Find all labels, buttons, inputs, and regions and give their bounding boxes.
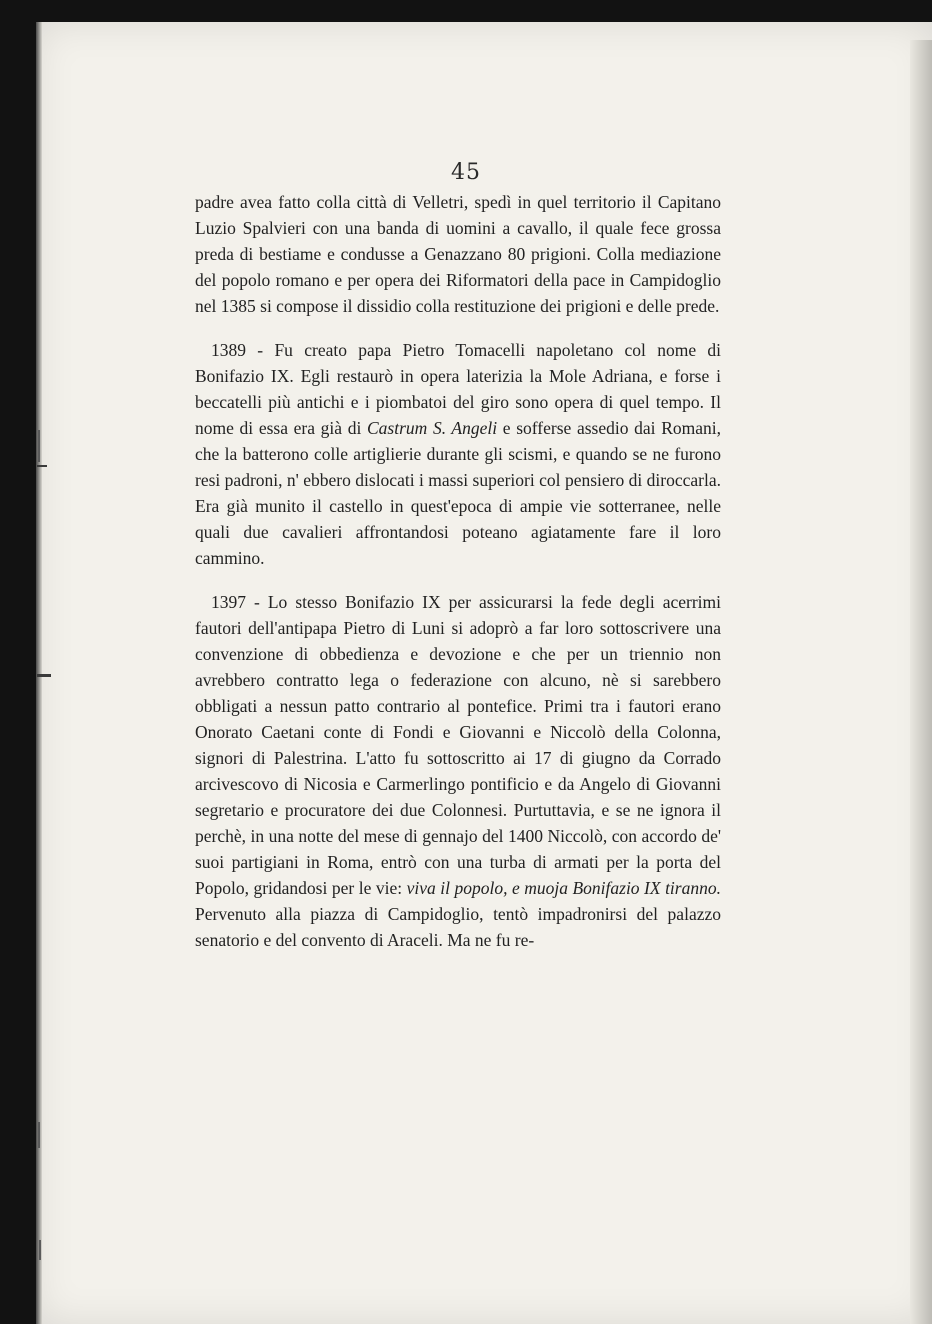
page-right-edge: [910, 40, 932, 1324]
margin-mark-5: [39, 1240, 41, 1260]
paragraph-2-segment-2: Castrum S. Angeli: [367, 418, 498, 438]
paragraph-3-segment-1: 1397 - Lo stesso Bonifazio IX per assicurarsi la fede degli acerrimi fautori dell'antipapa Pietro di Luni si adoprò a far loro sottoscrivere una convenzione di obbedienza e devozione e che per un triennio non avrebbero contratto lega o federazione con alcuno, nè si sarebbero obbligati a nessun patto contrario al pontefice. Primi tra i fautori erano Onorato Caetani conte di Fondi e Giovanni e Niccolò della Colonna, signori di Palestrina. L'atto fu sottoscritto ai 17 di giugno da Corrado arcivescovo di Nicosia e Carmerlingo pontificio e da Angelo di Giovanni segretario e procuratore dei due Colonnesi. Purtuttavia, e se ne ignora il perchè, in una notte del mese di gennajo del 1400 Niccolò, con accordo de' suoi partigiani in Roma, entrò con una turba di armati per la porta del Popolo, gridandosi per le vie:: [195, 592, 721, 898]
paragraph-2-segment-3: e sofferse assedio dai Romani, che la batterono colle artiglierie durante gli scismi, e quando se ne furono resi padroni, n' ebbero dislocati i massi superiori col pensiero di diroccarla. Era già munito il castello in quest'epoca di ampie vie sotterranee, nelle quali due cavalieri affrontandosi poteano agiatamente fare il loro cammino.: [195, 418, 721, 568]
body-text: [195, 189, 721, 971]
paragraph-3-segment-2: viva il popolo, e muoja Bonifazio IX tiranno.: [406, 878, 721, 898]
margin-mark-1: [37, 465, 47, 467]
paper-page: [36, 22, 932, 1324]
margin-mark-4: [38, 1122, 40, 1148]
paragraph-1: [195, 189, 721, 319]
page-number: 45: [451, 160, 481, 185]
paragraph-3: [195, 589, 721, 953]
margin-mark-2: [37, 674, 51, 677]
paragraph-1-segment-1: padre avea fatto colla città di Velletri, spedì in quel territorio il Capitano Luzio Spalvieri con una banda di uomini a cavallo, il quale fece grossa preda di bestiame e condusse a Genazzano 80 prigioni. Colla mediazione del popolo romano e per opera dei Riformatori della pace in Campidoglio nel 1385 si compose il dissidio colla restituzione dei prigioni e delle prede.: [195, 192, 721, 316]
paragraph-2-segment-1: 1389 - Fu creato papa Pietro Tomacelli napoletano col nome di Bonifazio IX. Egli restaurò in opera laterizia la Mole Adriana, e forse i beccatelli più antichi e i piombatoi del giro sono opera di quel tempo. Il nome di essa era già di: [195, 340, 721, 438]
margin-mark-3: [38, 430, 40, 462]
paragraph-3-segment-3: Pervenuto alla piazza di Campidoglio, tentò impadronirsi del palazzo senatorio e del convento di Araceli. Ma ne fu re-: [195, 904, 721, 950]
paragraph-2: [195, 337, 721, 571]
